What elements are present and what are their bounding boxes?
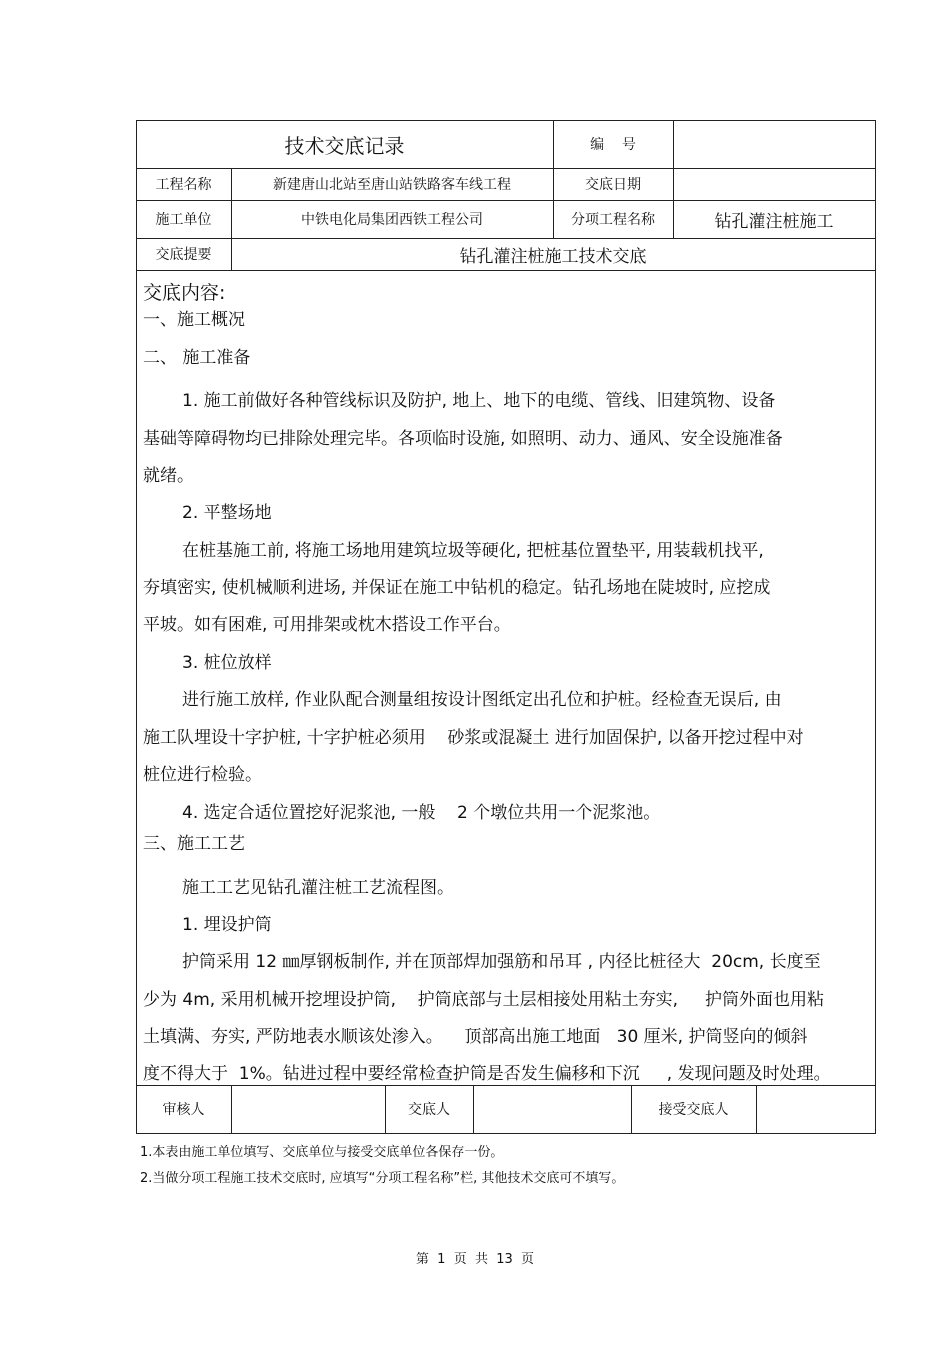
project-name: 新建唐山北站至唐山站铁路客车线工程: [273, 177, 511, 193]
summary-text: 钻孔灌注桩施工技术交底: [459, 246, 647, 267]
sub-project-label: 分项工程名称: [571, 212, 655, 228]
content-line: 土填满、夯实, 严防地表水顺该处渗入。 顶部高出施工地面 30 厘米, 护筒竖向的倾斜: [143, 1027, 808, 1047]
table-row-divider-4: [136, 270, 876, 271]
content-line: 夯填密实, 使机械顺利进场, 并保证在施工中钻机的稳定。钻孔场地在陡坡时, 应挖成: [143, 578, 771, 598]
form-title: 技术交底记录: [284, 133, 405, 158]
content-line: 施工工艺见钻孔灌注桩工艺流程图。: [182, 878, 454, 898]
content-line: 施工队埋设十字护桩, 十字护桩必须用 砂浆或混凝土 进行加固保护, 以备开挖过程中对: [143, 728, 804, 748]
content-line: 基础等障碍物均已排除处理完毕。各项临时设施, 如照明、动力、通风、安全设施准备: [143, 429, 783, 449]
presenter-field[interactable]: [473, 1085, 631, 1133]
reviewer-label: 审核人: [162, 1102, 205, 1118]
date-label: 交底日期: [585, 177, 641, 193]
unit-label: 施工单位: [155, 212, 212, 228]
content-line: 1. 埋设护筒: [182, 915, 272, 935]
content-line: 4. 选定合适位置挖好泥浆池, 一般 2 个墩位共用一个泥浆池。: [182, 803, 661, 823]
content-line: 3. 桩位放样: [182, 653, 272, 673]
content-line: 就绪。: [143, 466, 194, 486]
summary-label: 交底提要: [155, 247, 212, 263]
sub-project-name: 钻孔灌注桩施工: [714, 211, 834, 232]
reviewer-field[interactable]: [231, 1085, 385, 1133]
content-line: 护筒采用 12 ㎜厚钢板制作, 并在顶部焊加强筋和吊耳 , 内径比桩径大 20cm, 长度至: [182, 952, 821, 972]
content-line: 一、施工概况: [143, 310, 245, 330]
date-value[interactable]: [673, 168, 875, 200]
content-heading: 交底内容:: [143, 282, 226, 304]
content-line: 桩位进行检验。: [143, 765, 262, 785]
content-line: 少为 4m, 采用机械开挖埋设护筒, 护筒底部与土层相接处用粘土夯实, 护筒外面也用粘: [143, 990, 825, 1010]
content-line: 平坡。如有困难, 可用排架或枕木搭设工作平台。: [143, 615, 511, 635]
number-value[interactable]: [673, 120, 875, 168]
page-number: 第 1 页 共 13 页: [415, 1252, 535, 1267]
content-line: 二、 施工准备: [143, 348, 251, 368]
table-right-border: [875, 120, 876, 1133]
content-line: 在桩基施工前, 将施工场地用建筑垃圾等硬化, 把桩基位置垫平, 用装载机找平,: [182, 541, 764, 561]
table-left-border: [136, 120, 137, 1133]
content-line: 三、施工工艺: [143, 834, 245, 854]
project-name-label: 工程名称: [155, 177, 212, 193]
content-line: 2. 平整场地: [182, 503, 272, 523]
footnote-2: 2.当做分项工程施工技术交底时, 应填写“分项工程名称”栏, 其他技术交底可不填写。: [140, 1171, 625, 1186]
receiver-label: 接受交底人: [658, 1102, 729, 1118]
content-line: 进行施工放样, 作业队配合测量组按设计图纸定出孔位和护桩。经检查无误后, 由: [182, 690, 782, 710]
number-label: 编 号: [590, 137, 636, 153]
receiver-field[interactable]: [756, 1085, 875, 1133]
construction-unit: 中铁电化局集团西铁工程公司: [301, 212, 483, 228]
content-line: 1. 施工前做好各种管线标识及防护, 地上、地下的电缆、管线、旧建筑物、设备: [182, 391, 776, 411]
presenter-label: 交底人: [408, 1102, 450, 1118]
content-line: 度不得大于 1%。钻进过程中要经常检查护筒是否发生偏移和下沉 , 发现问题及时处理。: [143, 1064, 831, 1084]
footnote-1: 1.本表由施工单位填写、交底单位与接受交底单位各保存一份。: [140, 1145, 504, 1160]
table-bottom-border: [136, 1133, 876, 1134]
